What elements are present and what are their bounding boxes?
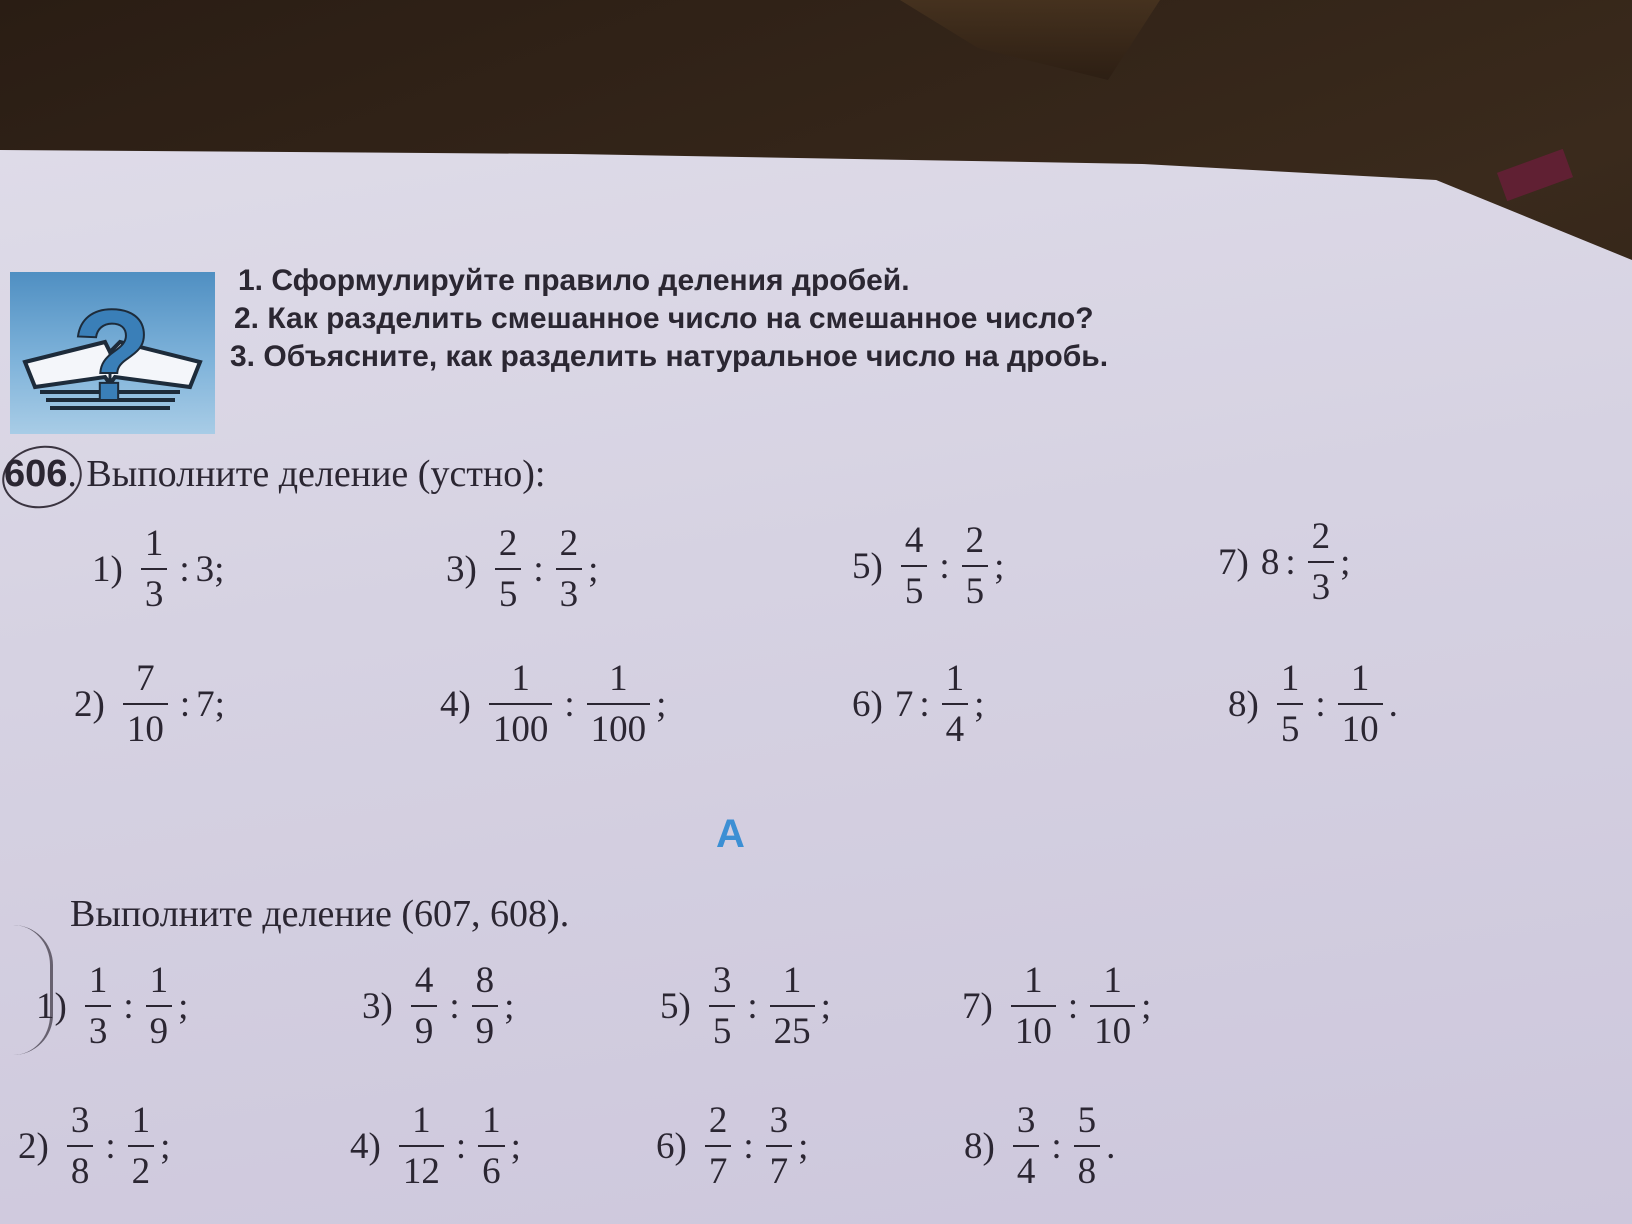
item-label: 1) (36, 985, 67, 1027)
item-label: 2) (74, 683, 105, 725)
exercise-title: . Выполните деление (устно): (67, 453, 546, 495)
division-sign: : (919, 683, 930, 725)
item-label: 3) (362, 985, 393, 1027)
fraction (556, 525, 583, 613)
denominator: 6 (478, 1145, 505, 1190)
fraction (472, 962, 499, 1050)
denominator: 4 (1013, 1145, 1040, 1190)
numerator: 3 (769, 1100, 789, 1141)
division-sign: : (564, 683, 575, 725)
ex606-item-5 (852, 522, 1004, 610)
punctuation: ; (214, 683, 225, 725)
division-sign: : (743, 1125, 754, 1167)
division-sign: : (747, 985, 758, 1027)
division-sign: : (449, 985, 460, 1027)
item-label: 8) (964, 1125, 995, 1167)
fraction (766, 1102, 793, 1190)
punctuation: ; (1340, 541, 1351, 583)
item-label: 7) (1218, 541, 1249, 583)
fraction (942, 660, 969, 748)
denominator: 9 (472, 1005, 499, 1050)
fraction (709, 962, 736, 1050)
ex606-item-4 (440, 660, 666, 748)
fraction (901, 522, 928, 610)
numerator: 2 (498, 523, 518, 564)
punctuation: ; (798, 1125, 809, 1167)
numerator: 1 (144, 523, 164, 564)
division-sign: : (1051, 1125, 1062, 1167)
denominator: 10 (1338, 703, 1383, 748)
denominator: 3 (1308, 561, 1335, 606)
denominator: 100 (587, 703, 651, 748)
fraction (1074, 1102, 1101, 1190)
numerator: 3 (70, 1100, 90, 1141)
fraction (123, 660, 168, 748)
item-label: 2) (18, 1125, 49, 1167)
difficulty-level-letter: А (716, 812, 745, 856)
denominator: 100 (489, 703, 553, 748)
fraction (1011, 962, 1056, 1050)
denominator: 10 (123, 703, 168, 748)
question-1: 1. Сформулируйте правило деления дробей. (238, 264, 910, 297)
denominator: 12 (399, 1145, 444, 1190)
punctuation: ; (510, 1125, 521, 1167)
fraction (141, 525, 168, 613)
denominator: 10 (1090, 1005, 1135, 1050)
numerator: 8 (475, 960, 495, 1001)
svg-text:?: ? (72, 282, 152, 428)
numerator: 1 (511, 658, 530, 699)
item-label: 6) (656, 1125, 687, 1167)
denominator: 5 (495, 568, 522, 613)
denominator: 3 (556, 568, 583, 613)
ex607-item-1 (36, 962, 188, 1050)
numerator: 1 (131, 1100, 151, 1141)
numerator: 1 (412, 1100, 431, 1141)
division-sign: : (123, 985, 134, 1027)
division-sign: : (533, 548, 544, 590)
division-sign: : (939, 545, 950, 587)
numerator: 3 (1016, 1100, 1036, 1141)
item-label: 4) (440, 683, 471, 725)
ex606-item-2 (74, 660, 225, 748)
numerator: 1 (88, 960, 108, 1001)
numerator: 1 (945, 658, 965, 699)
fraction (146, 962, 173, 1050)
numerator: 1 (782, 960, 802, 1001)
punctuation: ; (160, 1125, 171, 1167)
fraction (478, 1102, 505, 1190)
numerator: 5 (1077, 1100, 1097, 1141)
punctuation: . (1106, 1125, 1116, 1167)
fraction (770, 962, 815, 1050)
punctuation: ; (820, 985, 831, 1027)
denominator: 5 (709, 1005, 736, 1050)
numerator: 1 (482, 1100, 501, 1141)
ex607-item-2 (18, 1102, 170, 1190)
item-label: 3) (446, 548, 477, 590)
ex606-item-1 (92, 525, 224, 613)
punctuation: ; (656, 683, 667, 725)
ex607-item-6 (656, 1102, 808, 1190)
fraction (67, 1102, 94, 1190)
fraction (399, 1102, 444, 1190)
fraction (411, 962, 438, 1050)
divisor: 3 (195, 548, 215, 590)
punctuation: ; (504, 985, 515, 1027)
denominator: 8 (1074, 1145, 1101, 1190)
numerator: 1 (609, 658, 628, 699)
fraction (962, 522, 989, 610)
item-label: 5) (852, 545, 883, 587)
punctuation: ; (588, 548, 599, 590)
question-3: 3. Объясните, как разделить натуральное число на дробь. (230, 340, 1109, 373)
denominator: 10 (1011, 1005, 1056, 1050)
fraction (85, 962, 112, 1050)
numerator: 1 (149, 960, 169, 1001)
fraction (587, 660, 651, 748)
denominator: 7 (705, 1145, 732, 1190)
punctuation: . (1388, 683, 1398, 725)
fraction (495, 525, 522, 613)
fraction (128, 1102, 155, 1190)
denominator: 5 (901, 565, 928, 610)
numerator: 1 (1280, 658, 1300, 699)
review-questions (230, 262, 1338, 376)
dividend: 7 (894, 683, 914, 725)
numerator: 7 (136, 658, 155, 699)
denominator: 7 (766, 1145, 793, 1190)
numerator: 2 (1311, 516, 1331, 557)
item-label: 4) (350, 1125, 381, 1167)
fraction (1338, 660, 1383, 748)
denominator: 3 (141, 568, 168, 613)
ex607-item-3 (362, 962, 514, 1050)
numerator: 2 (559, 523, 579, 564)
exercise-number: 606 (4, 453, 68, 495)
division-sign: : (455, 1125, 467, 1167)
numerator: 2 (965, 520, 985, 561)
division-sign: : (179, 683, 191, 725)
fraction (1308, 518, 1335, 606)
numerator: 1 (1103, 960, 1122, 1001)
denominator: 5 (962, 565, 989, 610)
punctuation: ; (1141, 985, 1152, 1027)
numerator: 3 (712, 960, 732, 1001)
numerator: 4 (414, 960, 434, 1001)
item-label: 1) (92, 548, 123, 590)
punctuation: ; (974, 683, 985, 725)
division-sign: : (105, 1125, 116, 1167)
division-sign: : (179, 548, 190, 590)
item-label: 6) (852, 683, 883, 725)
ex606-item-3 (446, 525, 598, 613)
ex607-item-4 (350, 1102, 521, 1190)
ex606-item-6 (852, 660, 984, 748)
dividend: 8 (1260, 541, 1280, 583)
ex607-item-7 (962, 962, 1151, 1050)
division-sign: : (1315, 683, 1326, 725)
numerator: 2 (708, 1100, 728, 1141)
ex606-item-7 (1218, 518, 1350, 606)
division-sign: : (1285, 541, 1296, 583)
divisor: 7 (196, 683, 215, 725)
numerator: 4 (904, 520, 924, 561)
denominator: 4 (942, 703, 969, 748)
fraction (1013, 1102, 1040, 1190)
fraction (1090, 962, 1135, 1050)
punctuation: ; (994, 545, 1005, 587)
division-sign: : (1067, 985, 1079, 1027)
denominator: 3 (85, 1005, 112, 1050)
denominator: 2 (128, 1145, 155, 1190)
exercise-606-heading (4, 452, 545, 496)
denominator: 8 (67, 1145, 94, 1190)
denominator: 5 (1277, 703, 1304, 748)
question-book-icon (10, 272, 215, 434)
item-label: 7) (962, 985, 993, 1027)
ex607-item-8 (964, 1102, 1115, 1190)
question-2: 2. Как разделить смешанное число на смешанное число? (234, 302, 1094, 335)
denominator: 25 (770, 1005, 815, 1050)
ex606-item-8 (1228, 660, 1398, 748)
punctuation: ; (178, 985, 189, 1027)
punctuation: ; (214, 548, 225, 590)
item-label: 8) (1228, 683, 1259, 725)
item-label: 5) (660, 985, 691, 1027)
denominator: 9 (411, 1005, 438, 1050)
numerator: 1 (1350, 658, 1370, 699)
fraction (1277, 660, 1304, 748)
ex607-item-5 (660, 962, 831, 1050)
numerator: 1 (1024, 960, 1043, 1001)
fraction (489, 660, 553, 748)
fraction (705, 1102, 732, 1190)
denominator: 9 (146, 1005, 173, 1050)
exercise-607-608-heading: Выполните деление (607, 608). (70, 893, 570, 935)
